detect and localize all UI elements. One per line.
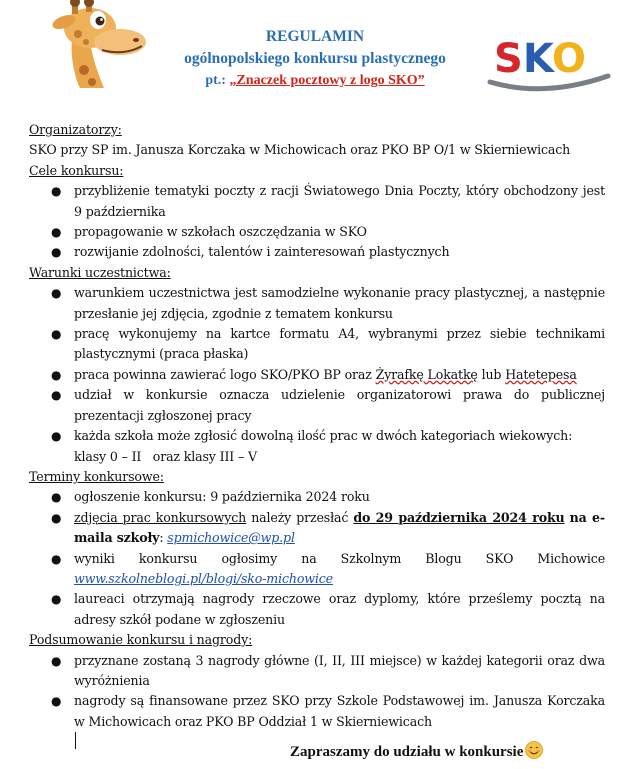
bullet-icon: ● bbox=[51, 551, 62, 566]
conditions-heading: Warunki uczestnictwa: bbox=[29, 264, 171, 280]
bullet-icon: ● bbox=[51, 184, 62, 199]
giraffe-icon bbox=[32, 0, 150, 88]
summary-list bbox=[29, 651, 605, 733]
list-item: ● pracę wykonujemy na kartce formatu A4, wybranymi przez siebie technikami plastycznymi (praca płaska) bbox=[51, 326, 605, 362]
goals-list bbox=[29, 181, 605, 263]
spellcheck-word: Żyrafkę Lokatkę bbox=[375, 366, 478, 382]
list-item: ● wyniki konkursu ogłosimy na Szkolnym Blogu SKO Michowice www.szkolneblogi.pl/blogi/sko-michowice bbox=[51, 550, 605, 586]
list-item: ● zdjęcia prac konkursowych należy przesłać do 29 października 2024 roku na e-maila szkoły: spmichowice@wp.pl bbox=[51, 509, 605, 546]
conditions-list bbox=[29, 283, 605, 467]
bullet-icon: ● bbox=[51, 490, 62, 505]
document-title: REGULAMIN bbox=[265, 28, 365, 45]
bullet-icon: ● bbox=[51, 653, 62, 668]
document-subtitle: ogólnopolskiego konkursu plastycznego bbox=[184, 50, 446, 67]
title-prefix: pt.: bbox=[205, 73, 226, 88]
title-block bbox=[150, 26, 480, 92]
list-item: ● ogłoszenie konkursu: 9 października 2024 roku bbox=[29, 487, 605, 507]
dates-list bbox=[29, 487, 605, 630]
organizers-text: SKO przy SP im. Janusza Korczaka w Michowicach oraz PKO BP O/1 w Skierniewicach bbox=[29, 142, 571, 158]
list-item: ● przyznane zostaną 3 nagrody główne (I, II, III miejsce) w każdej kategorii oraz dwa wyróżnienia bbox=[51, 652, 605, 688]
svg-text:SKO: SKO bbox=[494, 36, 587, 82]
contest-name bbox=[150, 70, 480, 92]
spellcheck-word: Hatetepesa bbox=[505, 366, 577, 382]
closing-line: Zapraszamy do udziału w konkursie bbox=[290, 741, 543, 761]
bullet-icon: ● bbox=[51, 388, 62, 403]
title-quote: „Znaczek pocztowy z logo SKO” bbox=[229, 73, 425, 88]
bullet-icon: ● bbox=[51, 245, 62, 260]
regulations-body bbox=[29, 120, 605, 732]
list-item: ● laureaci otrzymają nagrody rzeczowe oraz dyplomy, które prześlemy pocztą na adresy szkół podane w zgłoszeniu bbox=[51, 591, 605, 627]
summary-heading: Podsumowanie konkursu i nagrody: bbox=[29, 632, 253, 648]
list-item: ● praca powinna zawierać logo SKO/PKO BP oraz Żyrafkę Lokatkę lub Hatetepesa bbox=[29, 365, 605, 385]
list-item: ● każda szkoła może zgłosić dowolną ilość prac w dwóch kategoriach wiekowych: klasy 0 – II oraz klasy III – V bbox=[51, 428, 573, 464]
bullet-icon: ● bbox=[51, 327, 62, 342]
list-item: ● nagrody są finansowane przez SKO przy Szkole Podstawowej im. Janusza Korczaka w Michowicach oraz PKO BP Oddział 1 w Skierniewicach bbox=[51, 693, 605, 729]
bullet-icon: ● bbox=[51, 286, 62, 301]
bullet-icon: ● bbox=[51, 367, 62, 382]
list-item: ● propagowanie w szkołach oszczędzania w SKO bbox=[29, 222, 605, 242]
list-item: ● rozwijanie zdolności, talentów i zainteresowań plastycznych bbox=[29, 242, 605, 262]
sko-logo bbox=[482, 26, 612, 100]
list-item: ● przybliżenie tematyki poczty z racji Światowego Dnia Poczty, który obchodzony jest 9 października bbox=[51, 183, 605, 219]
list-item: ● udział w konkursie oznacza udzielenie organizatorowi prawa do publicznej prezentacji zgłoszonej pracy bbox=[51, 387, 605, 423]
bullet-icon: ● bbox=[51, 429, 62, 444]
organizers-heading: Organizatorzy: bbox=[29, 122, 122, 137]
email-link[interactable]: spmichowice@wp.pl bbox=[167, 530, 295, 546]
dates-heading: Terminy konkursowe: bbox=[29, 468, 164, 484]
list-item: ● warunkiem uczestnictwa jest samodzielne wykonanie pracy plastycznej, a następnie przesłanie jej zdjęcia, zgodnie z tematem konkursu bbox=[51, 285, 605, 321]
smiley-icon bbox=[525, 741, 543, 759]
blog-link[interactable]: www.szkolneblogi.pl/blogi/sko-michowice bbox=[74, 570, 333, 586]
bullet-icon: ● bbox=[51, 510, 62, 525]
goals-heading: Cele konkursu: bbox=[29, 162, 124, 178]
text-cursor bbox=[75, 732, 76, 749]
bullet-icon: ● bbox=[51, 694, 62, 709]
bullet-icon: ● bbox=[51, 225, 62, 240]
bullet-icon: ● bbox=[51, 592, 62, 607]
